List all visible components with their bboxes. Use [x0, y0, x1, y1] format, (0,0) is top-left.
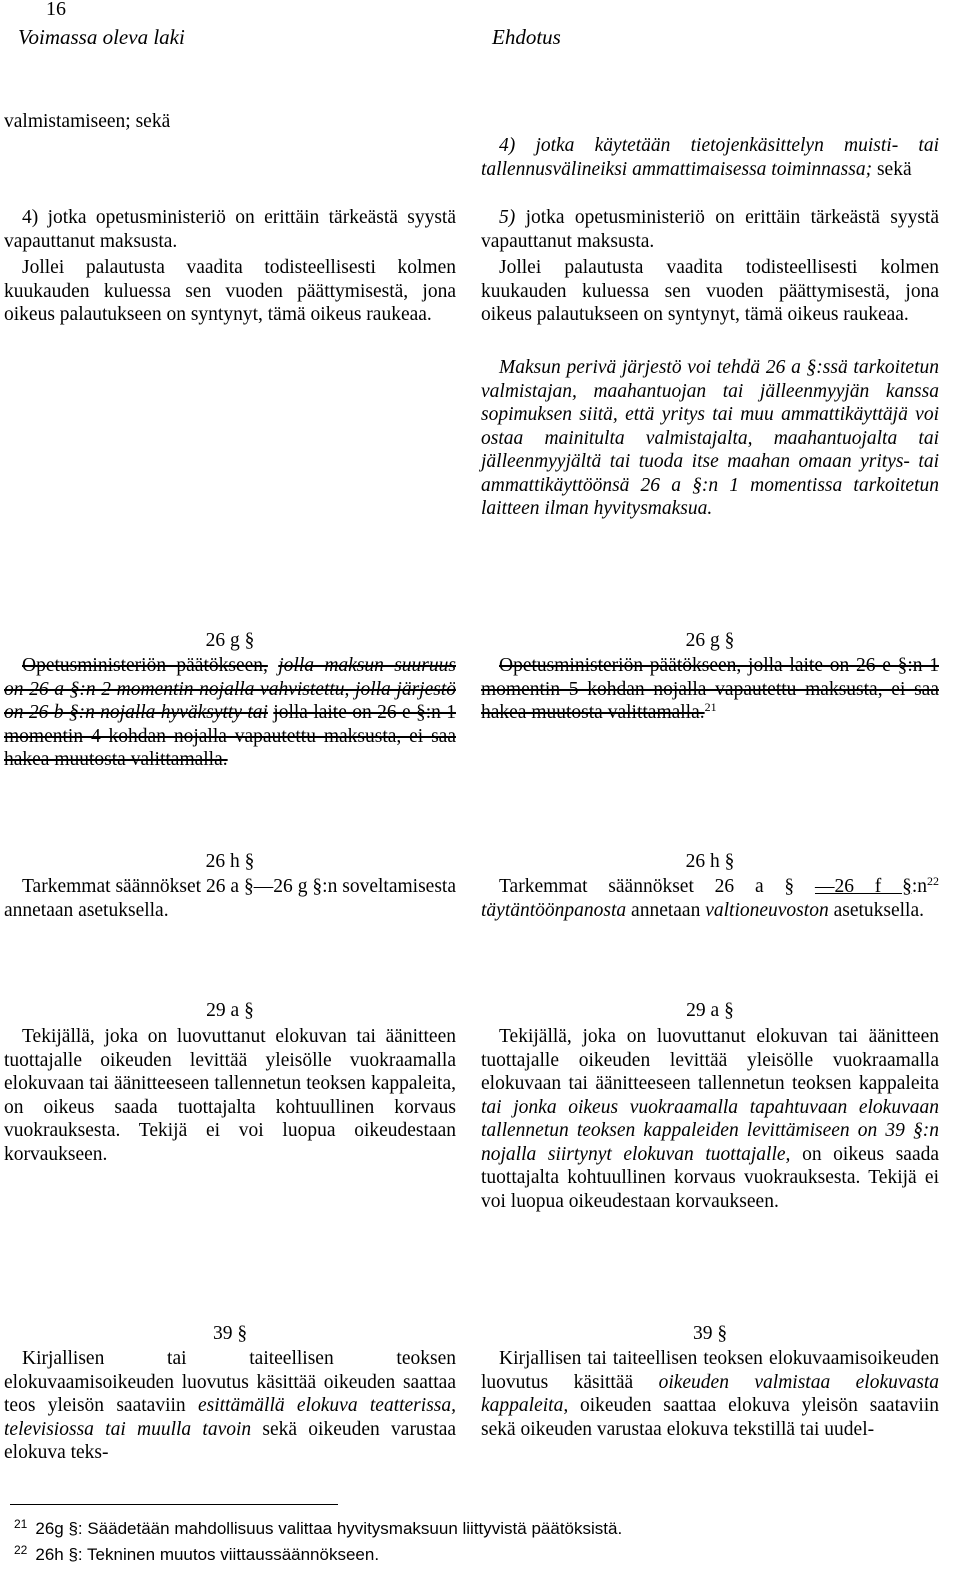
right-item-5: [481, 206, 939, 253]
right-29a-t2-italic: tai jonka oikeus vuokraamalla tapahtuvaan elokuvaan tallennetun teoksen kappaleiden levittämiseen on 39 §:n nojalla siirtynyt elokuvan tuottajalle,: [481, 1096, 939, 1165]
left-valmistamiseen: valmistamiseen; sekä: [4, 111, 171, 132]
left-29a-text: Tekijällä, joka on luovuttanut elokuvan tai äänitteen tuottajalle oikeuden levittää yleisölle vuokraamalla elokuvaan tai äänitteeseen tallennetun teoksen kappaleita, on oikeus saada tuottajalta kohtuullinen korvaus vuokrauksesta. Tekijä ei voi luopua oikeudestaan korvaukseen.: [4, 1026, 456, 1165]
left-26h-heading: 26 h §: [205, 851, 255, 872]
footnote-ref-21[interactable]: 21: [704, 700, 717, 714]
right-39-t3: oikeuden saattaa elokuva yleisön saataviin sekä oikeuden varustaa elokuva tekstillä tai uudel-: [481, 1395, 939, 1440]
right-26h-t5: annetaan: [631, 899, 701, 921]
page-number: 16: [46, 0, 66, 20]
right-39-text: [481, 1347, 939, 1441]
right-26g-struck: Opetusministeriön päätökseen, jolla laite on 26 e §:n 1 momentin 5 kohdan nojalla vapautettu maksusta, ei saa hakea muutosta valittamalla.: [481, 655, 939, 723]
footnote-21-number: 21: [14, 1517, 28, 1531]
right-item-5-text: jotka opetusministeriö on erittäin tärkeästä syystä vapauttanut maksusta.: [481, 207, 940, 252]
footnote-divider: [10, 1504, 338, 1505]
left-26g-struck-2: jolla laite on 26 e §:n 1 momentin 4 kohdan nojalla vapautettu maksusta, ei saa hakea muutosta valittamalla.: [4, 702, 456, 770]
footnote-21: [14, 1518, 622, 1541]
right-maksun-paragraph: Maksun perivä järjestö voi tehdä 26 a §:ssä tarkoitetun valmistajan, maahantuojan tai jälleenmyyjän kanssa sopimuksen siitä, että yritys tai muu ammattikäyttäjä voi ostaa mainitulta valmistajalta, maahantuojalta tai jälleenmyyjältä tai tuoda itse maahan omaan yritys- tai ammattikäyttöönsä 26 a §:n 1 momentissa tarkoitetun laitteen ilman hyvitysmaksua.: [481, 357, 939, 519]
right-39-heading: 39 §: [692, 1323, 728, 1344]
left-26g-heading: 26 g §: [205, 630, 255, 651]
right-column-title: Ehdotus: [492, 25, 561, 49]
right-29a-heading: 29 a §: [686, 1000, 734, 1021]
right-39-t2-italic: oikeuden valmistaa elokuvasta kappaleita,: [481, 1371, 940, 1416]
right-26h-t7: asetuksella.: [833, 899, 925, 921]
left-29a-heading: 29 a §: [206, 1000, 254, 1021]
right-29a-t3: on oikeus saada tuottajalta kohtuullinen korvaus vuokrauksesta. Tekijä ei voi luopua oikeudestaan korvaukseen.: [481, 1143, 940, 1212]
right-item-5-num: 5): [499, 207, 516, 228]
left-39-t1: Kirjallisen tai taiteellisen teoksen elokuvaamisoikeuden luovutus käsittää oikeuden saattaa teos yleisön saataviin: [4, 1348, 456, 1416]
right-26g-text: [481, 654, 939, 725]
left-26h-text: Tarkemmat säännökset 26 a §—26 g §:n soveltamisesta annetaan asetuksella.: [4, 876, 456, 921]
right-26h-t6-italic: valtioneuvoston: [705, 899, 829, 921]
right-26h-text: [481, 875, 939, 922]
right-26h-t2-underlined: —26 f §: [815, 876, 912, 897]
right-29a-text: [481, 1025, 939, 1213]
right-39-t1: Kirjallisen tai taiteellisen teoksen elokuvaamisoikeuden luovutus käsittää: [481, 1348, 939, 1393]
left-26g-text: [4, 654, 456, 772]
left-26g-struck-1: Opetusministeriön päätökseen,: [22, 655, 268, 676]
left-26g-struck-italic: jolla maksun suuruus on 26 a §:n 2 momentin nojalla vahvistettu, jolla järjestö on 26 b §:n nojalla hyväksytty tai: [4, 655, 456, 723]
footnote-ref-22[interactable]: 22: [927, 874, 940, 888]
footnote-21-text: 26g §: Säädetään mahdollisuus valittaa hyvitysmaksuun liittyvistä päätöksistä.: [35, 1519, 623, 1538]
right-26g-heading: 26 g §: [685, 630, 735, 651]
left-column-title: Voimassa oleva laki: [18, 25, 185, 49]
right-29a-t1: Tekijällä, joka on luovuttanut elokuvan tai äänitteen tuottajalle oikeuden levittää yleisölle vuokraamalla elokuvaan tai äänitteeseen tallennetun teoksen kappaleita: [481, 1026, 939, 1094]
footnote-22: [14, 1544, 379, 1567]
right-26h-t4-italic: täytäntöönpanosta: [481, 899, 627, 921]
footnote-22-number: 22: [14, 1543, 28, 1557]
left-39-text: [4, 1347, 456, 1465]
right-jollei-paragraph: Jollei palautusta vaadita todisteellisesti kolmen kuukauden kuluessa sen vuoden päättymisestä, jona oikeus palautukseen on syntynyt, tämä oikeus raukeaa.: [481, 257, 939, 325]
left-39-t3: sekä oikeuden varustaa elokuva teks-: [4, 1418, 456, 1463]
right-26h-t1: Tarkemmat säännökset 26 a §: [499, 876, 795, 897]
footnote-22-text: 26h §: Tekninen muutos viittaussäännökseen.: [35, 1545, 380, 1564]
right-item-4-tail: sekä: [876, 158, 912, 180]
right-26h-t3: :n: [911, 876, 928, 897]
left-39-heading: 39 §: [212, 1323, 248, 1344]
left-jollei-paragraph: Jollei palautusta vaadita todisteellisesti kolmen kuukauden kuluessa sen vuoden päättymisestä, jona oikeus palautukseen on syntynyt, tämä oikeus raukeaa.: [4, 257, 456, 325]
right-26h-heading: 26 h §: [685, 851, 735, 872]
right-item-4-italic: 4) jotka käytetään tietojenkäsittelyn muisti- tai tallennusvälineiksi ammattimaisessa toiminnassa;: [481, 135, 939, 180]
left-39-t2-italic: esittämällä elokuva teatterissa, televisiossa tai muulla tavoin: [4, 1395, 456, 1440]
right-item-4: [481, 134, 939, 181]
left-item-4: 4) jotka opetusministeriö on erittäin tärkeästä syystä vapauttanut maksusta.: [4, 207, 456, 252]
